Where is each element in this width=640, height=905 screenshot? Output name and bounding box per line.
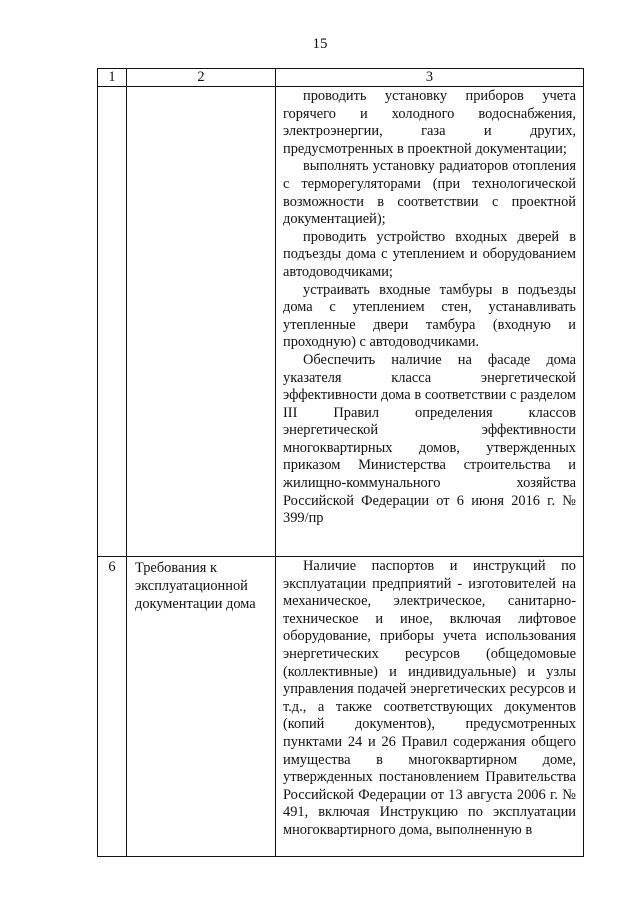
paragraph: выполнять установку радиаторов отопления с терморегуляторами (при технологической возможности в соответствии с проектной документацией);: [283, 158, 576, 228]
requirements-table: [97, 68, 584, 857]
paragraph: Обеспечить наличие на фасаде дома указателя класса энергетической эффективности дома в соответствии с разделом III Правил определения классов энергетической эффективности многоквартирных домов, утвержденных приказом Министерства строительства и жилищно-коммунального хозяйства Российской Федерации от 6 июня 2016 г. № 399/пр: [283, 351, 576, 527]
table-row: [98, 557, 584, 857]
column-header: 1: [98, 69, 127, 87]
paragraph: Наличие паспортов и инструкций по эксплуатации предприятий - изготовителей на механическое, электрическое, санитарно-техническое и иное, включая лифтовое оборудование, приборы учета использования энергетических ресурсов (общедомовые (коллективные) и индивидуальные) и узлы управления подачей энергетических ресурсов и т.д., а также соответствующих документов (копий документов), предусмотренных пунктами 24 и 26 Правил содержания общего имущества в многоквартирном доме, утвержденных постановлением Правительства Российской Федерации от 13 августа 2006 г. № 491, включая Инструкцию по эксплуатации многоквартирного дома, выполненную в: [283, 558, 576, 838]
table-row: [98, 87, 584, 557]
content-cell: [276, 557, 584, 857]
paragraph: устраивать входные тамбуры в подъезды дома с утеплением стен, устанавливать утепленные двери тамбура (входную и проходную) с автодоводчиками.: [283, 281, 576, 351]
row-number: [98, 87, 127, 557]
table-header-row: [98, 69, 584, 87]
column-header: 3: [276, 69, 584, 87]
row-number: 6: [98, 557, 127, 857]
page-number: 15: [312, 36, 328, 52]
column-header: 2: [127, 69, 276, 87]
paragraph: проводить устройство входных дверей в подъезды дома с утеплением и оборудованием автодоводчиками;: [283, 228, 576, 280]
paragraph: проводить установку приборов учета горячего и холодного водоснабжения, электроэнергии, газа и других, предусмотренных в проектной документации;: [283, 88, 576, 157]
requirement-cell: [127, 87, 276, 557]
requirement-cell: Требования к эксплуатационной документации дома: [127, 557, 276, 857]
content-cell: [276, 87, 584, 557]
